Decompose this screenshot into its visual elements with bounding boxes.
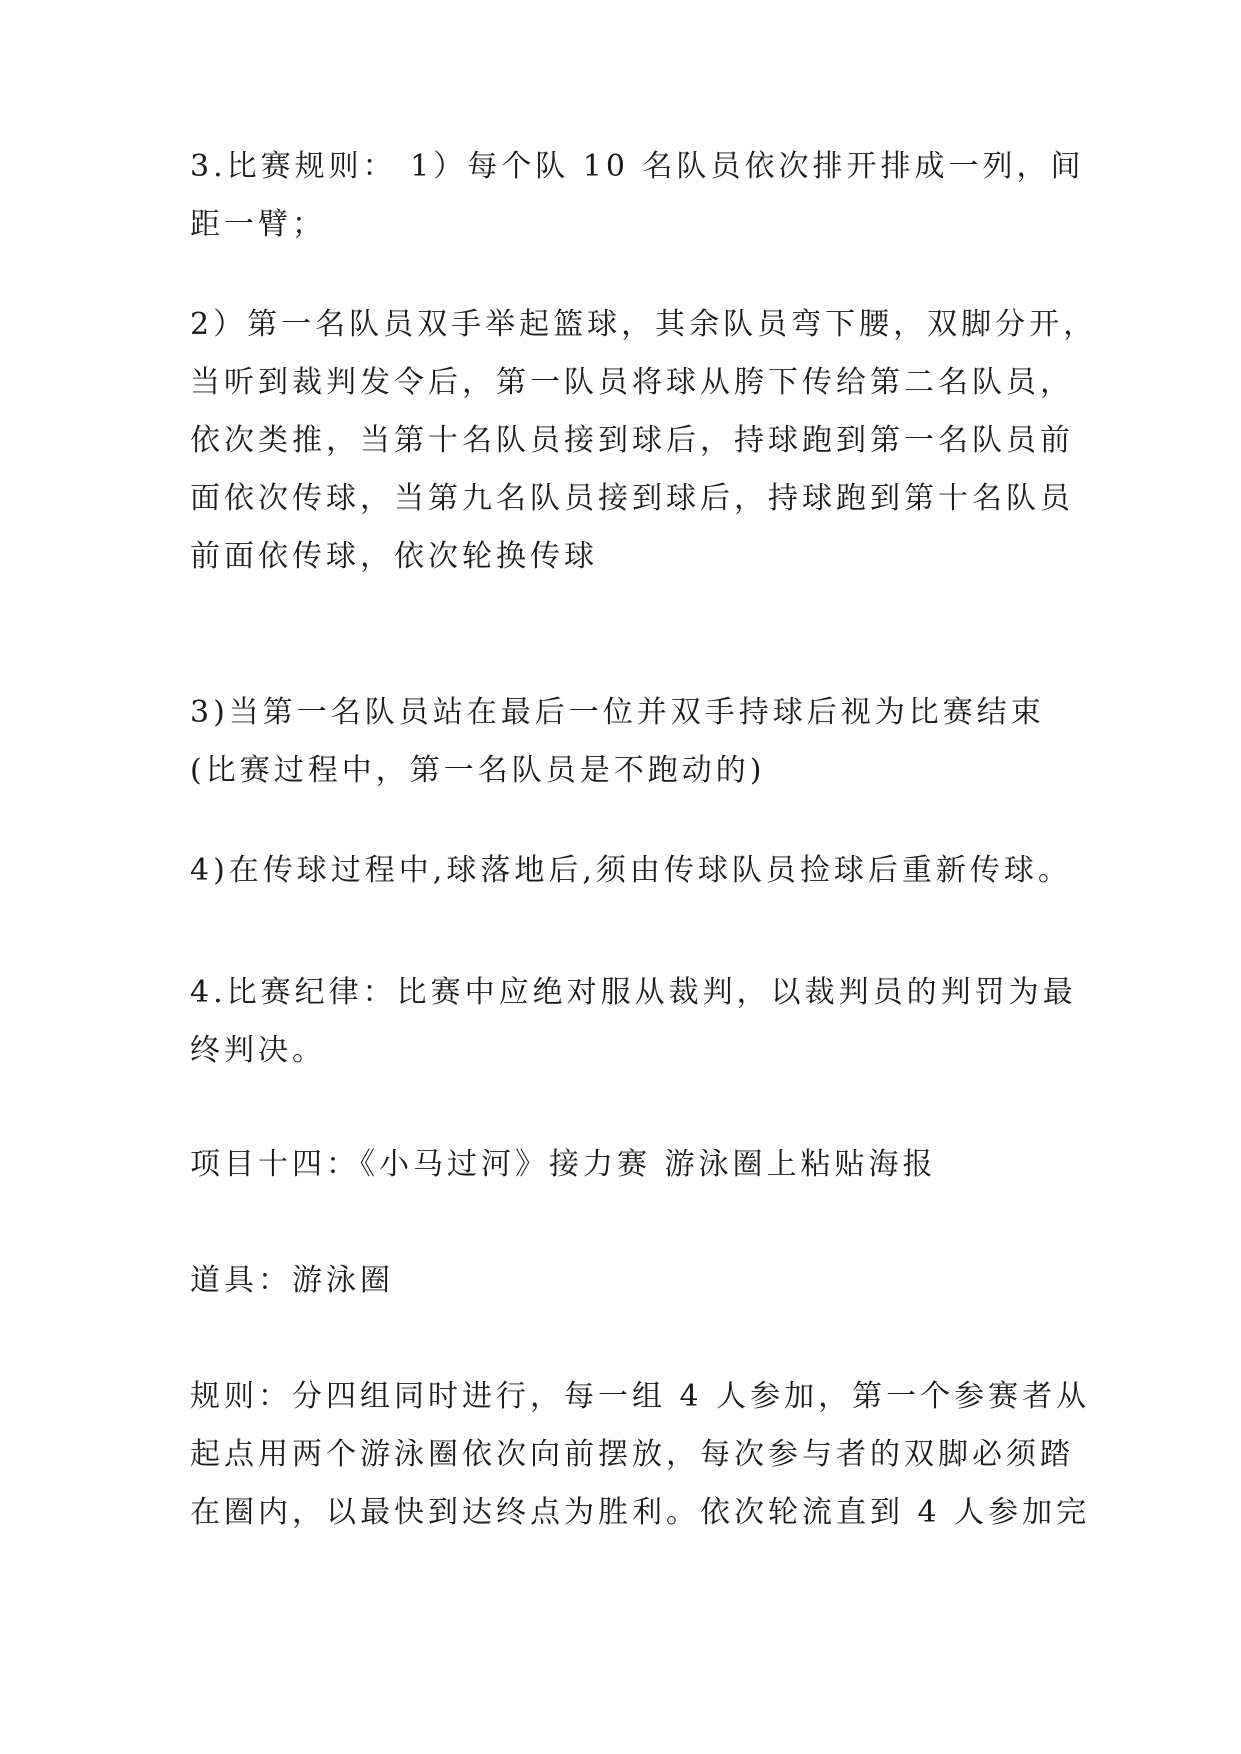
text-line: 3)当第一名队员站在最后一位并双手持球后视为比赛结束 xyxy=(190,695,1045,730)
paragraph-item-14-rules xyxy=(190,1368,1091,1542)
text-line: 2）第一名队员双手举起篮球，其余队员弯下腰，双脚分开， xyxy=(190,307,1098,342)
paragraph-item-14-props xyxy=(190,1252,1060,1310)
text-line: 在圈内，以最快到达终点为胜利。依次轮流直到 4 人参加完 xyxy=(190,1495,1091,1530)
paragraph-rule-3-2 xyxy=(190,296,1098,586)
text-line: 4.比赛纪律：比赛中应绝对服从裁判，以裁判员的判罚为最 xyxy=(190,975,1077,1010)
text-line: 依次类推，当第十名队员接到球后，持球跑到第一名队员前 xyxy=(190,423,1074,458)
text-line: 项目十四：《小马过河》接力赛 游泳圈上粘贴海报 xyxy=(190,1147,937,1182)
paragraph-rule-3-4 xyxy=(190,842,1072,900)
paragraph-discipline-4 xyxy=(190,964,1077,1080)
text-line: 3.比赛规则： 1）每个队 10 名队员依次排开排成一列，间 xyxy=(190,149,1085,184)
paragraph-item-14-title xyxy=(190,1136,1060,1194)
text-line: 当听到裁判发令后，第一队员将球从胯下传给第二名队员， xyxy=(190,365,1074,400)
text-line: 面依次传球，当第九名队员接到球后，持球跑到第十名队员 xyxy=(190,481,1074,516)
text-line: (比赛过程中，第一名队员是不跑动的) xyxy=(190,753,766,788)
text-line: 规则：分四组同时进行，每一组 4 人参加，第一个参赛者从 xyxy=(190,1379,1091,1414)
text-line: 距一臂； xyxy=(190,207,326,242)
text-line: 前面依传球，依次轮换传球 xyxy=(190,539,598,574)
text-line: 终判决。 xyxy=(190,1033,326,1068)
paragraph-rule-3-3 xyxy=(190,684,1060,800)
text-line: 4)在传球过程中,球落地后,须由传球队员捡球后重新传球。 xyxy=(190,853,1072,888)
paragraph-rule-3-1 xyxy=(190,138,1085,254)
text-line: 起点用两个游泳圈依次向前摆放，每次参与者的双脚必须踏 xyxy=(190,1437,1074,1472)
text-line: 道具：游泳圈 xyxy=(190,1263,394,1298)
